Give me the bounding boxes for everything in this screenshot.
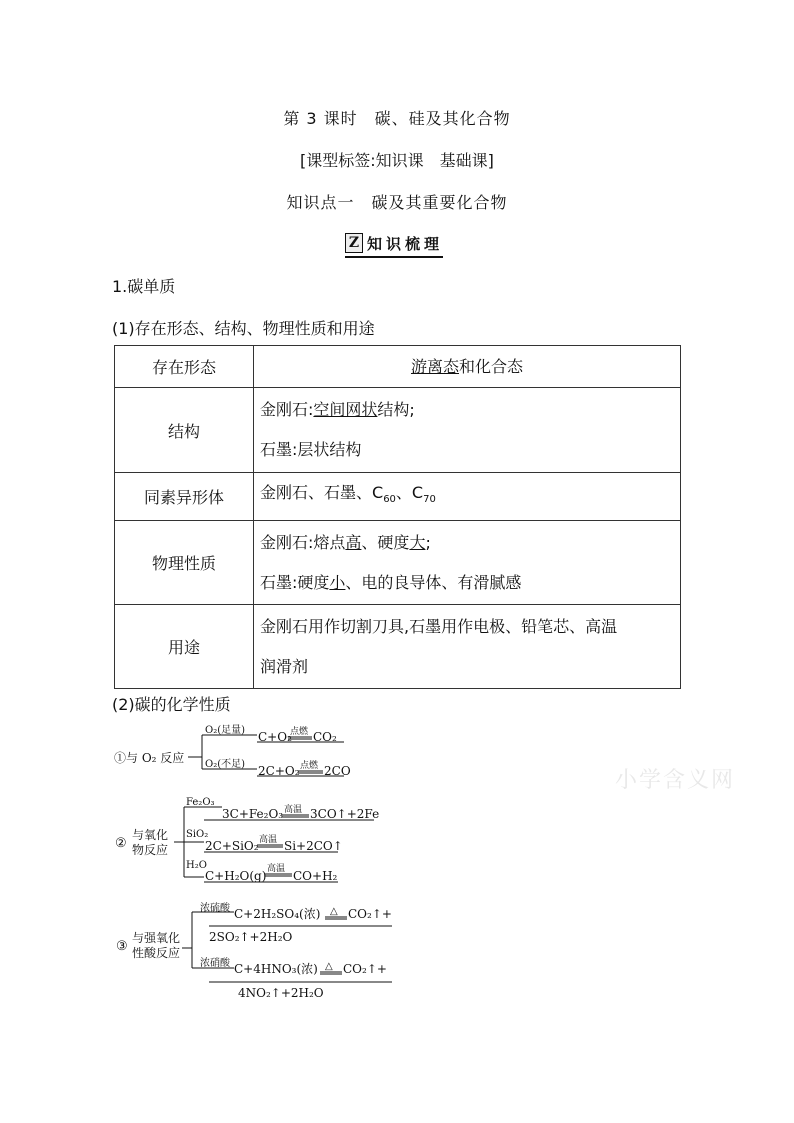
- equation-text: C+H₂O(g): [205, 869, 267, 883]
- equation-text: C+4HNO₃(浓): [234, 962, 318, 976]
- row-value: [254, 388, 681, 473]
- table-row: [115, 605, 681, 689]
- underlined-answer: 小: [329, 572, 346, 592]
- row-key: 同素异形体: [115, 473, 254, 521]
- condition-text: 浓硫酸: [200, 903, 230, 914]
- equation-text: CO+H₂: [293, 869, 338, 883]
- reaction-label: 性酸反应: [132, 946, 181, 960]
- condition-text: Fe₂O₃: [186, 797, 215, 808]
- table-row: [115, 346, 681, 388]
- value-text: 金刚石、石墨、C: [260, 483, 384, 502]
- reaction-number: ②: [115, 836, 127, 851]
- value-text: 润滑剂: [260, 656, 309, 676]
- subscript: 60: [383, 494, 396, 506]
- equation-text: CO₂↑+: [348, 907, 392, 921]
- value-text: 结构;: [377, 400, 415, 419]
- table-row: [115, 388, 681, 473]
- over-condition: 高温: [259, 835, 278, 845]
- lesson-tag: [课型标签:知识课 基础课]: [300, 151, 494, 170]
- row-value: [254, 605, 681, 689]
- underlined-answer: 游离态: [410, 356, 459, 376]
- equation-text: CO₂↑+: [343, 962, 387, 976]
- condition-text: O₂(足量): [205, 725, 246, 736]
- equation-text: CO₂: [313, 730, 337, 744]
- condition-text: 浓硝酸: [200, 958, 230, 969]
- lesson-title: 第 3 课时 碳、硅及其化合物: [283, 109, 511, 128]
- over-condition: 点燃: [300, 761, 319, 771]
- knowledge-badge: [345, 232, 443, 258]
- condition-text: SiO₂: [186, 829, 209, 840]
- subscript: 70: [423, 494, 436, 506]
- equation-text: C+2H₂SO₄(浓): [234, 907, 321, 921]
- underlined-answer: 大: [409, 532, 426, 552]
- row-key: 存在形态: [115, 346, 254, 388]
- equation-text: 2CO: [324, 764, 351, 778]
- z-logo-icon: Z: [345, 233, 363, 253]
- over-condition: 高温: [284, 805, 303, 815]
- row-key: 用途: [115, 605, 254, 689]
- value-text: ;: [425, 532, 431, 552]
- value-text: 金刚石用作切割刀具,石墨用作电极、铅笔芯、高温: [260, 616, 618, 636]
- row-key: 结构: [115, 388, 254, 473]
- row-value: [254, 346, 681, 388]
- value-text: 、C: [395, 483, 424, 502]
- equation-text: 2C+O₂: [258, 764, 300, 778]
- reaction-diagram: [112, 722, 412, 1007]
- value-text: 、电的良导体、有滑腻感: [345, 572, 522, 592]
- over-condition: 高温: [267, 864, 286, 874]
- section-title: 知识点一 碳及其重要化合物: [286, 193, 508, 212]
- condition-text: O₂(不足): [205, 759, 246, 770]
- underlined-answer: 空间网状: [313, 400, 378, 419]
- equation-text: 3CO↑+2Fe: [310, 807, 380, 821]
- value-text: 石墨:硬度: [260, 572, 330, 592]
- value-text: 石墨:层状结构: [260, 440, 362, 459]
- properties-table: [114, 345, 681, 689]
- condition-text: H₂O: [186, 860, 207, 871]
- reaction-label: 与强氧化: [132, 931, 181, 945]
- watermark: 小学含义网: [615, 768, 736, 793]
- value-text: 和化合态: [459, 356, 524, 376]
- heading-chemical-properties: (2)碳的化学性质: [112, 695, 231, 714]
- equation-text: 2SO₂↑+2H₂O: [209, 930, 293, 944]
- equation-text: 4NO₂↑+2H₂O: [238, 986, 324, 1000]
- row-key: 物理性质: [115, 521, 254, 605]
- value-text: 金刚石:熔点: [260, 532, 346, 552]
- equation-text: 3C+Fe₂O₃: [222, 807, 284, 821]
- underlined-answer: 高: [345, 532, 362, 552]
- heading-carbon-element: 1.碳单质: [112, 277, 176, 296]
- equation-text: Si+2CO↑: [284, 839, 343, 853]
- over-condition: △: [325, 961, 333, 972]
- table-row: [115, 473, 681, 521]
- equation-text: 2C+SiO₂: [205, 839, 259, 853]
- table-row: [115, 521, 681, 605]
- heading-properties: (1)存在形态、结构、物理性质和用途: [112, 319, 375, 338]
- row-value: [254, 473, 681, 521]
- value-text: 金刚石:: [260, 400, 314, 419]
- reaction-label: 物反应: [132, 843, 169, 857]
- reaction-label: ①与 O₂ 反应: [114, 751, 185, 765]
- badge-text: 知识梳理: [367, 234, 444, 253]
- value-text: 、硬度: [361, 532, 410, 552]
- equation-text: C+O₂: [258, 730, 292, 744]
- over-condition: △: [330, 906, 338, 917]
- reaction-number: ③: [116, 939, 128, 954]
- reaction-label: 与氧化: [132, 828, 169, 842]
- over-condition: 点燃: [290, 727, 309, 737]
- row-value: [254, 521, 681, 605]
